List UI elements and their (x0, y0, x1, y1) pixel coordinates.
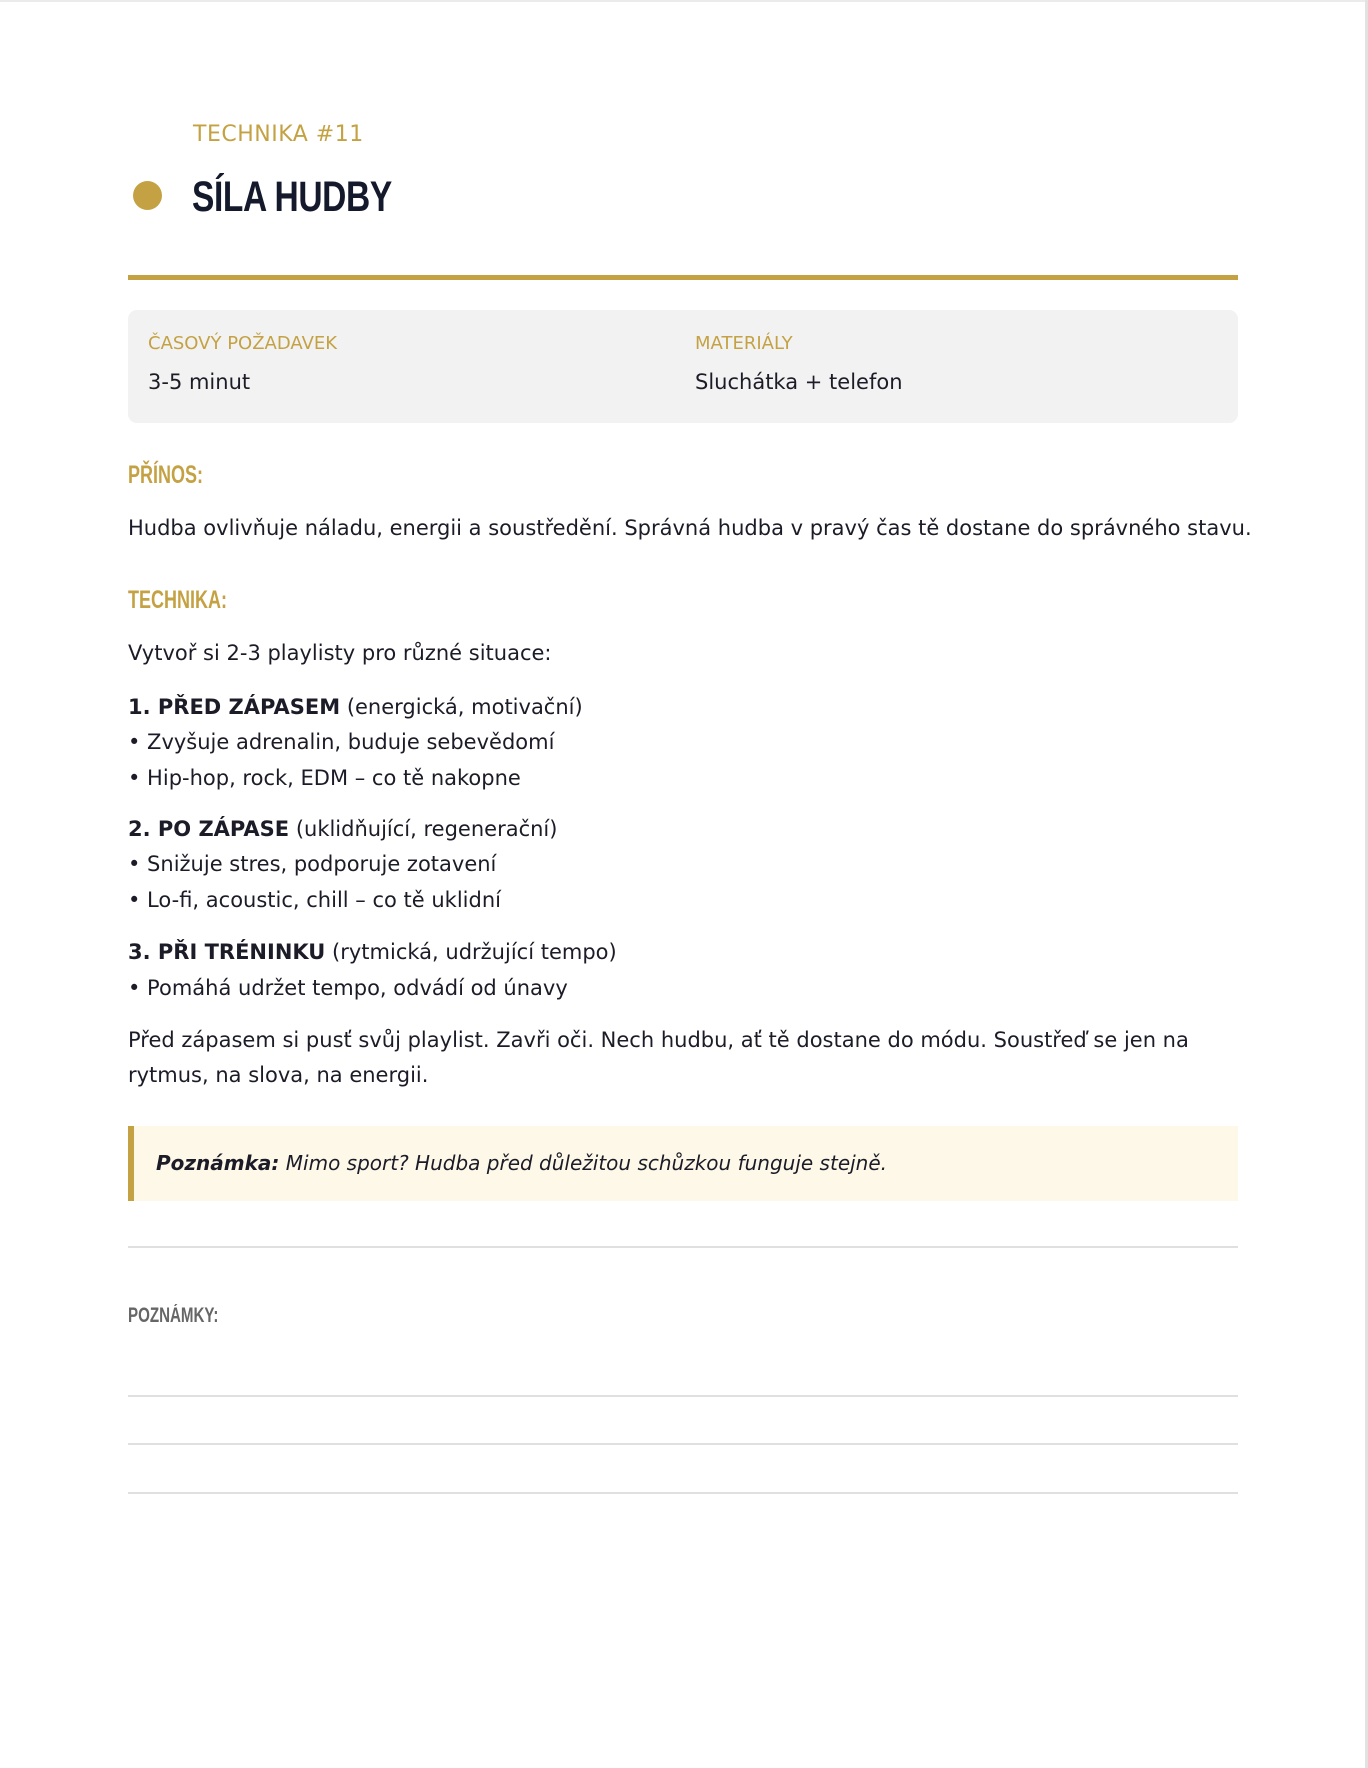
time-requirement (148, 332, 337, 396)
group-subtitle: (energická, motivační) (346, 695, 583, 719)
group-name: 2. PO ZÁPASE (128, 817, 290, 841)
group-subtitle: (rytmická, udržující tempo) (332, 940, 617, 964)
time-label: ČASOVÝ POŽADAVEK (148, 333, 338, 354)
group-name: 3. PŘI TRÉNINKU (128, 940, 326, 964)
technique-heading: TECHNIKA: (128, 586, 227, 614)
benefit-text: Hudba ovlivňuje náladu, energii a soustředění. Správná hudba v pravý čas tě dostane do správného stavu. (128, 516, 1252, 540)
note-text (156, 1146, 887, 1180)
notes-line (128, 1443, 1238, 1445)
group-title (128, 812, 1243, 847)
technique-number: TECHNIKA #11 (193, 122, 364, 147)
bullet-dot-icon (133, 181, 162, 210)
materials (695, 332, 903, 396)
info-box (128, 310, 1238, 423)
closing-paragraph: Před zápasem si pusť svůj playlist. Zavři oči. Nech hudbu, ať tě dostane do módu. Soustřeď se jen na rytmus, na slova, na energii. (128, 1028, 1189, 1087)
notes-line (128, 1395, 1238, 1397)
technique-intro: Vytvoř si 2-3 playlisty pro různé situace: (128, 641, 552, 665)
page-title: SÍLA HUDBY (192, 173, 392, 221)
title-divider (128, 275, 1238, 280)
materials-label: MATERIÁLY (695, 333, 793, 354)
list-item: • Lo-fi, acoustic, chill – co tě uklidní (128, 888, 501, 912)
group-name: 1. PŘED ZÁPASEM (128, 695, 341, 719)
benefit-heading: PŘÍNOS: (128, 461, 204, 489)
note-label: Poznámka: (156, 1151, 280, 1175)
group-subtitle: (uklidňující, regenerační) (295, 817, 558, 841)
section-divider (128, 1246, 1238, 1248)
time-value: 3-5 minut (148, 370, 251, 394)
group-title (128, 935, 1243, 970)
note-callout (128, 1126, 1238, 1201)
group-title (128, 690, 1243, 725)
list-item: • Snižuje stres, podporuje zotavení (128, 852, 497, 876)
notes-heading: POZNÁMKY: (128, 1304, 219, 1327)
list-item: • Hip-hop, rock, EDM – co tě nakopne (128, 766, 521, 790)
notes-line (128, 1492, 1238, 1494)
top-border (0, 0, 1368, 2)
materials-value: Sluchátka + telefon (695, 370, 903, 394)
list-item: • Pomáhá udržet tempo, odvádí od únavy (128, 976, 568, 1000)
note-body: Mimo sport? Hudba před důležitou schůzkou funguje stejně. (285, 1151, 888, 1175)
list-item: • Zvyšuje adrenalin, buduje sebevědomí (128, 730, 555, 754)
